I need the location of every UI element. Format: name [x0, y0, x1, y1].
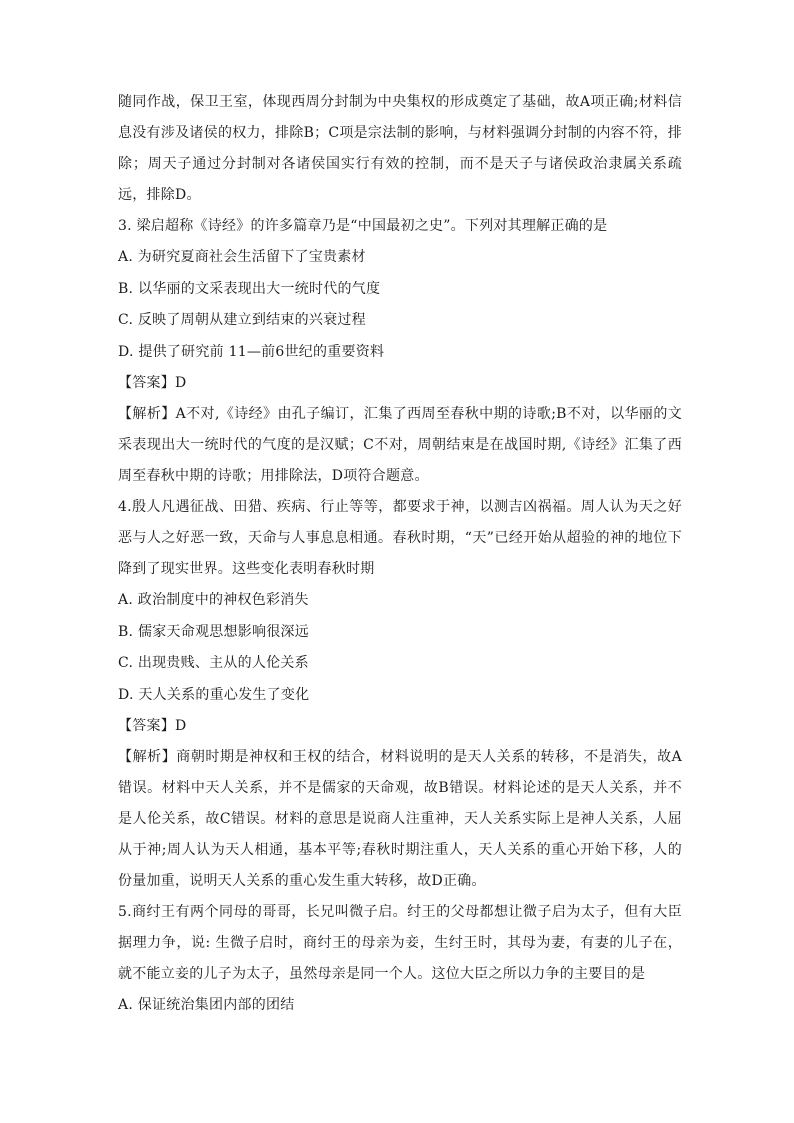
question-4-answer: 【答案】D — [118, 718, 187, 734]
question-3-option-b: B. 以华丽的文采表现出大一统时代的气度 — [118, 280, 381, 297]
question-4-option-b: B. 儒家天命观思想影响很深远 — [118, 623, 309, 640]
document-body — [118, 87, 682, 1022]
question-5-option-a: A. 保证统治集团内部的团结 — [118, 997, 295, 1013]
question-5-stem: 5.商纣王有两个同母的哥哥，长兄叫微子启。纣王的父母都想让微子启为太子，但有大臣据理力争，说: 生微子启时，商纣王的母亲为妾，生纣王时，其母为妻，有妻的儿子在，就不能立妾的儿子为太子，虽然母亲是同一个人。这位大臣之所以力争的主要目的是 — [118, 904, 682, 982]
question-5 — [118, 897, 682, 1022]
question-4 — [118, 492, 682, 897]
intro-paragraph: 随同作战，保卫王室，体现西周分封制为中央集权的形成奠定了基础，故A项正确;材料信息没有涉及诸侯的权力，排除B；C项是宗法制的影响，与材料强调分封制的内容不符，排除；周天子通过分封制对各诸侯国实行有效的控制，而不是天子与诸侯政治隶属关系疏远，排除D。 — [118, 94, 682, 203]
question-4-stem: 4.殷人凡遇征战、田猎、疾病、行止等等，都要求于神，以测吉凶祸福。周人认为天之好恶与人之好恶一致，天命与人事息息相通。春秋时期，“天”已经开始从超验的神的地位下降到了现实世界。这些变化表明春秋时期 — [118, 499, 682, 577]
question-4-option-c: C. 出现贵贱、主从的人伦关系 — [118, 655, 309, 671]
question-3-option-c: C. 反映了周朝从建立到结束的兴衰过程 — [118, 312, 366, 328]
question-3-analysis: 【解析】A不对,《诗经》由孔子编订，汇集了西周至春秋中期的诗歌;B不对，以华丽的文采表现出大一统时代的气度的是汉赋；C不对，周朝结束是在战国时期,《诗经》汇集了西周至春秋中期的诗歌；用排除法，D项符合题意。 — [118, 406, 682, 484]
question-4-analysis: 【解析】商朝时期是神权和王权的结合，材料说明的是天人关系的转移，不是消失，故A错误。材料中天人关系，并不是儒家的天命观，故B错误。材料论述的是天人关系，并不是人伦关系，故C错误。材料的意思是说商人注重神，天人关系实际上是神人关系，人屈从于神;周人认为天人相通，基本平等;春秋时期注重人，天人关系的重心开始下移，人的份量加重，说明天人关系的重心发生重大转移，故D正确。 — [118, 749, 682, 889]
question-3-option-d: D. 提供了研究前 11—前6世纪的重要资料 — [118, 343, 385, 360]
question-3-stem: 3. 梁启超称《诗经》的许多篇章乃是“中国最初之史”。下列对其理解正确的是 — [118, 218, 608, 234]
question-4-option-a: A. 政治制度中的神权色彩消失 — [118, 592, 309, 608]
question-4-option-d: D. 天人关系的重心发生了变化 — [118, 686, 310, 703]
question-3-answer: 【答案】D — [118, 375, 187, 391]
question-3 — [118, 211, 682, 492]
question-3-option-a: A. 为研究夏商社会生活留下了宝贵素材 — [118, 249, 366, 265]
